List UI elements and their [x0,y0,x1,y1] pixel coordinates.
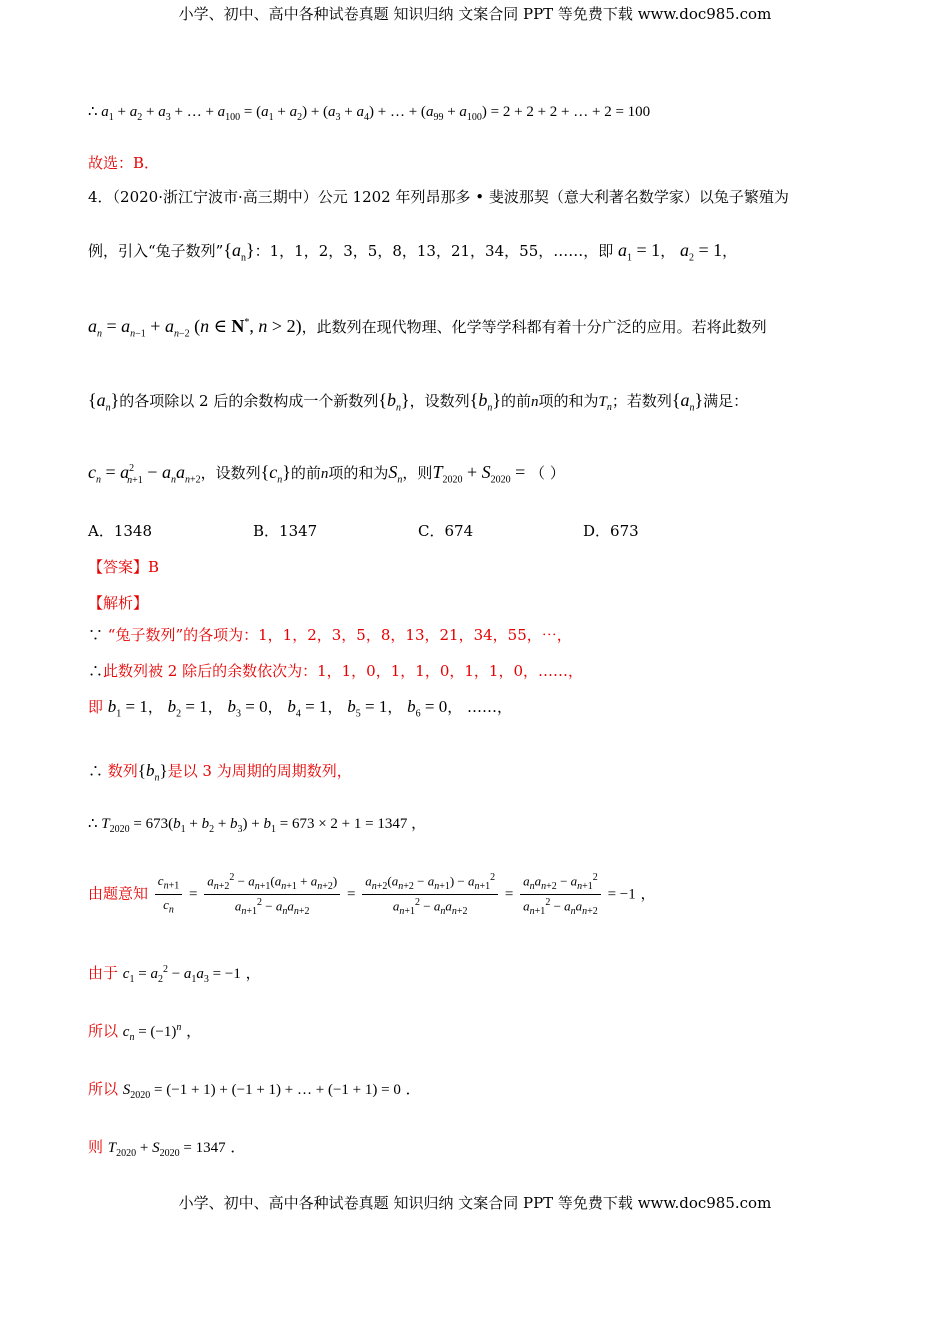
prev-conclusion: 故选：B． [88,154,160,172]
question-line-5: $c_n = a^2_{n+1} - a_na_{n+2}$，设数列$\{c_n\}$的前n项的和为$S_n$，则$T_{2020} + S_{2020}$ = （ ） [88,462,565,486]
solution-line-1: ∵ “兔子数列”的各项为：1，1，2，3，5，8，13，21，34，55，⋯， [88,626,572,644]
question-line-2: 例，引入“兔子数列$”\{a_n\}$：1，1，2，3，5，8，13，21，34，55，……，即 $a_1 = 1$， $a_2 = 1$， [88,240,738,264]
page-footer: 小学、初中、高中各种试卷真题 知识归纳 文案合同 PPT 等免费下载 www.doc985.com [178,1194,772,1212]
question-number: 4． [88,188,113,206]
solution-line-8: 所以 $c_n = (-1)^n$ ， [88,1022,202,1043]
solution-line-5: ∴ $T_{2020} = 673(b_1 + b_2 + b_3) + b_1 = 673 \times 2 + 1 = 1347$ ， [88,816,427,835]
solution-line-9: 所以 $S_{2020} = (-1 + 1) + (-1 + 1)$ + … + (−1 + 1) = 0 ． [88,1080,421,1101]
solution-line-7: 由于 $c_1 = a_2^2 - a_1a_3 = -1$ ， [88,964,261,985]
solution-line-2: ∴此数列被 2 除后的余数依次为：1，1，0，1，1，0，1，1，0，……， [88,662,583,680]
option-a[interactable]: A．1348 [88,522,153,540]
question-line-3: $a_n = a_{n-1} + a_{n-2}$ (n ∈ N*, n > 2)，此数列在现代物理、化学等学科都有着十分广泛的应用。若将此数列 [88,316,767,340]
option-b[interactable]: B．1347 [253,522,318,540]
page-header: 小学、初中、高中各种试卷真题 知识归纳 文案合同 PPT 等免费下载 www.doc985.com [178,5,772,23]
solution-line-4: ∴ 数列$\{b_n\}$是以 3 为周期的周期数列， [88,761,352,784]
question-line-1: 4．（2020·浙江宁波市·高三期中）公元 1202 年列昂那多 • 斐波那契（意大利著名数学家）以兔子繁殖为 [88,188,789,206]
analysis-label: 【解析】 [88,594,149,612]
answer-label: 【答案】B [88,558,160,576]
sum-equation: ∴ $a_1 + a_2 + a_3$ + … + $a_{100} = (a_1 + a_2) + (a_3 + a_4)$ + … + $(a_{99} + a_{100}) = 2 + 2 + 2$ + … + 2 = 100 [88,104,651,123]
options-row [88,520,639,541]
solution-line-3: 即 $b_1 = 1$， $b_2 = 1$， $b_3 = 0$， $b_4 = 1$， $b_5 = 1$， $b_6 = 0$， ……， [88,697,513,720]
solution-line-6: 由题意知 $\frac{c_{n+1}}{c_n}$ = $\frac{a_{n+2}^2 - a_{n+1}(a_{n+1} + a_{n+2})}{a_{n+1}^2 - a_na_{n+2}}$ = $\frac{a_{n+2}(a_{n+2} - a_{n+1}) - a_{n+1}^2}{a_{n+1}^2 - a_na_{n+2}}$ = $\frac{a_na_{n+2} - a_{n+1}^2}{a_{n+1}^2 - a_na_{n+2}}$ = −1 ， [88,872,656,917]
question-line-4: $\{a_n\}$的各项除以 2 后的余数构成一个新数列$\{b_n\}$，设数列$\{b_n\}$的前n项的和为$T_n$；若数列$\{a_n\}$满足： [88,390,749,414]
option-c[interactable]: C．674 [418,522,474,540]
solution-line-10: 则 $T_{2020} + S_{2020} = 1347$ ． [88,1138,246,1159]
option-d[interactable]: D．673 [583,522,639,540]
